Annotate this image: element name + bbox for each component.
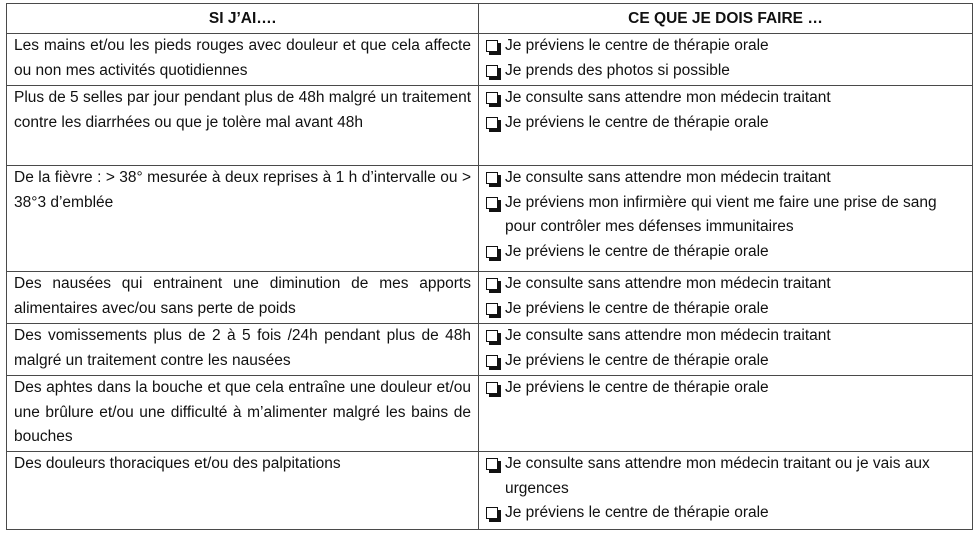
action-item [486, 240, 965, 265]
action-text: Je consulte sans attendre mon médecin traitant [505, 275, 831, 292]
action-item [486, 324, 965, 349]
action-item [486, 111, 965, 136]
action-text: Je préviens le centre de thérapie orale [505, 113, 769, 131]
action-item [486, 297, 965, 322]
header-condition: SI J’AI…. [7, 4, 479, 34]
action-item [486, 452, 965, 501]
table-row [7, 166, 973, 272]
table-row [7, 324, 973, 376]
action-text: Je préviens le centre de thérapie orale [505, 504, 769, 521]
checkbox-icon[interactable] [486, 172, 498, 184]
condition-cell: Plus de 5 selles par jour pendant plus de 48h malgré un traitement contre les diarrhées ou que je tolère mal avant 48h [7, 86, 479, 166]
table-row [7, 376, 973, 452]
actions-cell [479, 272, 973, 324]
action-item [486, 272, 965, 297]
actions-cell [479, 34, 973, 86]
checkbox-icon[interactable] [486, 355, 498, 367]
header-action: CE QUE JE DOIS FAIRE … [479, 4, 973, 34]
actions-cell [479, 376, 973, 452]
checkbox-icon[interactable] [486, 246, 498, 258]
checkbox-icon[interactable] [486, 117, 498, 129]
actions-cell [479, 452, 973, 530]
actions-cell [479, 166, 973, 272]
action-text: Je préviens le centre de thérapie orale [505, 351, 769, 369]
action-text: Je préviens le centre de thérapie orale [505, 299, 769, 317]
action-text: Je préviens mon infirmière qui vient me faire une prise de sang pour contrôler mes défenses immunitaires [505, 193, 937, 235]
action-text: Je consulte sans attendre mon médecin traitant [505, 169, 831, 186]
action-item [486, 191, 965, 240]
table-row [7, 86, 973, 166]
table-row [7, 452, 973, 530]
action-item [486, 349, 965, 374]
action-item [486, 34, 965, 59]
checkbox-icon[interactable] [486, 507, 498, 519]
table-body [7, 34, 973, 530]
action-item [486, 501, 965, 526]
actions-cell [479, 86, 973, 166]
checkbox-icon[interactable] [486, 382, 498, 394]
table-row [7, 272, 973, 324]
action-text: Je consulte sans attendre mon médecin traitant [505, 89, 831, 106]
condition-cell: De la fièvre : > 38° mesurée à deux reprises à 1 h d’intervalle ou > 38°3 d’emblée [7, 166, 479, 272]
action-text: Je préviens le centre de thérapie orale [505, 37, 769, 54]
checkbox-icon[interactable] [486, 278, 498, 290]
checkbox-icon[interactable] [486, 458, 498, 470]
action-item [486, 166, 965, 191]
action-item [486, 86, 965, 111]
action-text: Je prends des photos si possible [505, 61, 730, 79]
header-row [7, 4, 973, 34]
checkbox-icon[interactable] [486, 330, 498, 342]
checkbox-icon[interactable] [486, 303, 498, 315]
action-text: Je préviens le centre de thérapie orale [505, 242, 769, 260]
action-text: Je préviens le centre de thérapie orale [505, 379, 769, 396]
checkbox-icon[interactable] [486, 40, 498, 52]
table-row [7, 34, 973, 86]
condition-cell: Des douleurs thoraciques et/ou des palpitations [7, 452, 479, 530]
checkbox-icon[interactable] [486, 65, 498, 77]
checkbox-icon[interactable] [486, 197, 498, 209]
advice-table [6, 3, 973, 530]
actions-cell [479, 324, 973, 376]
condition-cell: Des aphtes dans la bouche et que cela entraîne une douleur et/ou une brûlure et/ou une difficulté à m’alimenter malgré les bains de bouches [7, 376, 479, 452]
action-text: Je consulte sans attendre mon médecin traitant [505, 327, 831, 344]
action-item [486, 59, 965, 84]
action-item [486, 376, 965, 401]
checkbox-icon[interactable] [486, 92, 498, 104]
action-text: Je consulte sans attendre mon médecin traitant ou je vais aux urgences [505, 455, 930, 497]
condition-cell: Les mains et/ou les pieds rouges avec douleur et que cela affecte ou non mes activités quotidiennes [7, 34, 479, 86]
condition-cell: Des vomissements plus de 2 à 5 fois /24h pendant plus de 48h malgré un traitement contre les nausées [7, 324, 479, 376]
condition-cell: Des nausées qui entrainent une diminution de mes apports alimentaires avec/ou sans perte de poids [7, 272, 479, 324]
